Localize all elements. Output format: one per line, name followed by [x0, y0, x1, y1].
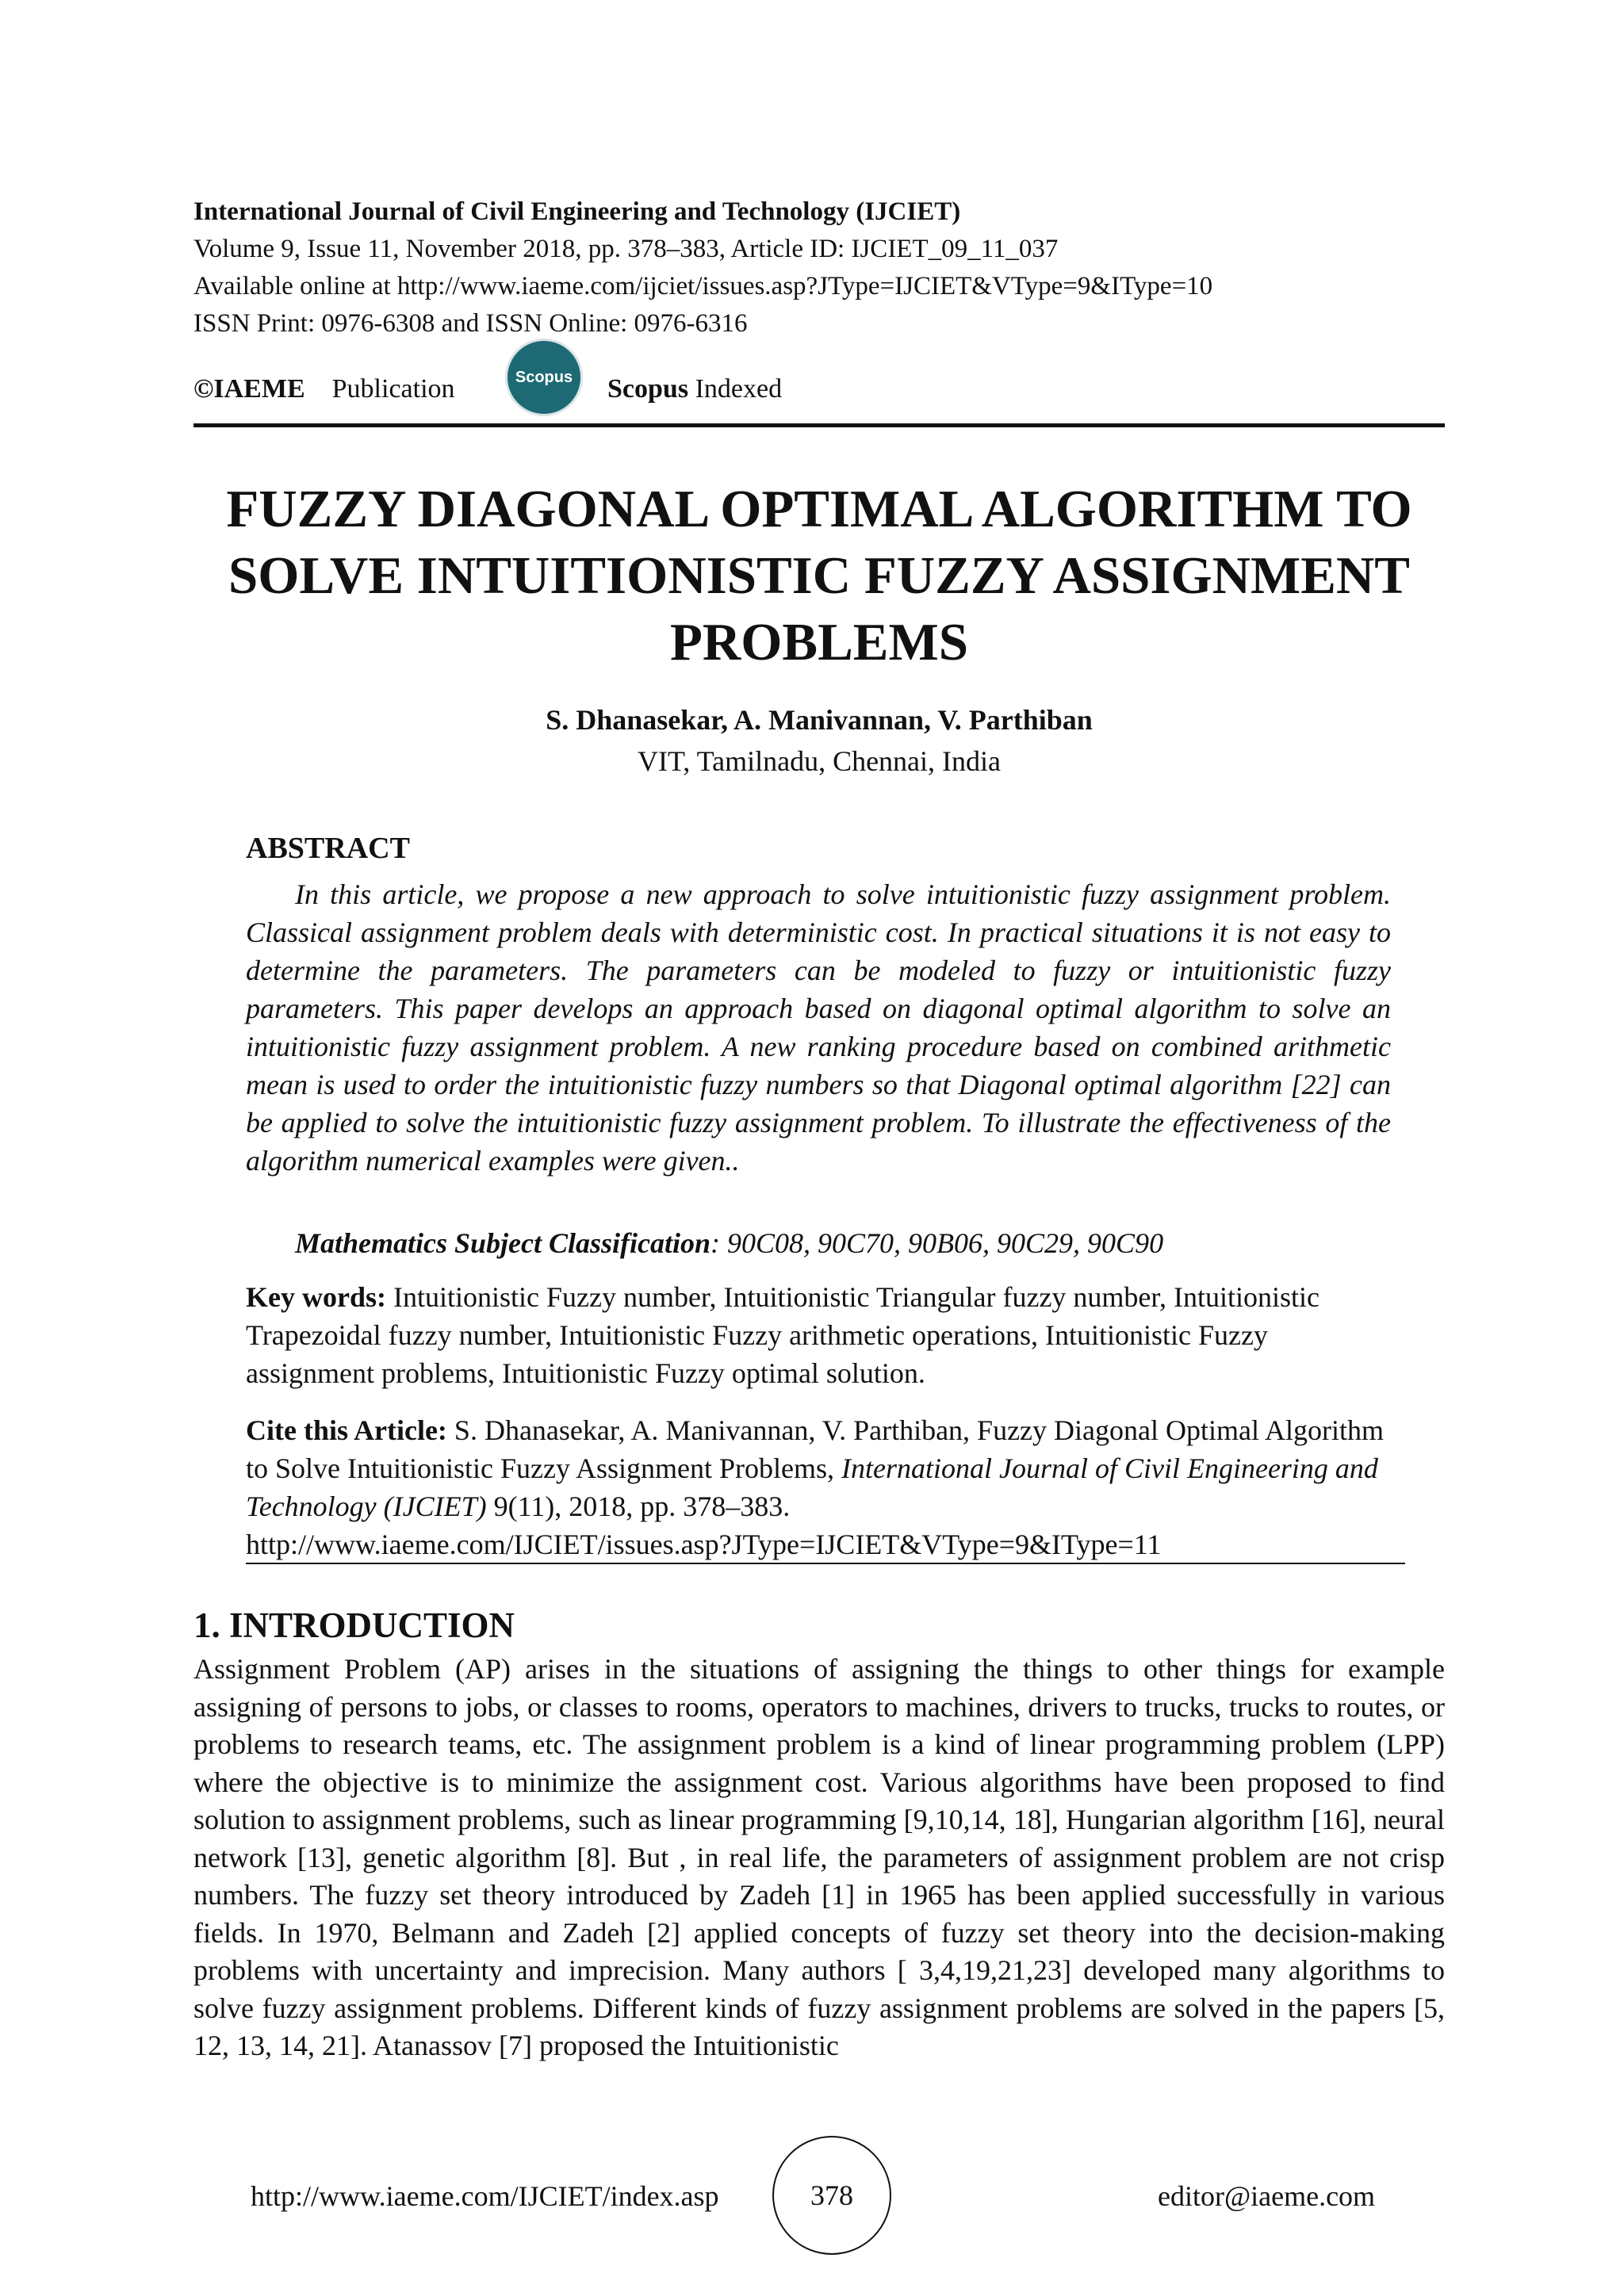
page-number: 378: [810, 2179, 853, 2211]
cite-url[interactable]: http://www.iaeme.com/IJCIET/issues.asp?JType=IJCIET&VType=9&IType=11: [246, 1529, 1162, 1560]
affiliation: VIT, Tamilnadu, Chennai, India: [637, 745, 1002, 777]
page-number-circle: [772, 2136, 891, 2255]
footer-url[interactable]: http://www.iaeme.com/IJCIET/index.asp: [251, 2180, 719, 2212]
footer-email[interactable]: editor@iaeme.com: [1158, 2180, 1376, 2212]
cite-journal: International Journal of Civil Engineering and Technology (IJCIET): [246, 1452, 1378, 1522]
indexed-label: Indexed: [695, 374, 783, 404]
msc-line: [295, 1223, 1163, 1264]
keywords-label: Key words:: [246, 1281, 386, 1313]
volume-info: Volume 9, Issue 11, November 2018, pp. 378–383, Article ID: IJCIET_09_11_037: [193, 235, 1059, 263]
journal-header: [193, 193, 1212, 342]
keywords-text: Intuitionistic Fuzzy number, Intuitionistic Triangular fuzzy number, Intuitionistic Trapezoidal fuzzy number, Intuitionistic Fuzzy arithmetic operations, Intuitionistic Fuzzy assignment problems, Intuitionistic Fuzzy optimal solution.: [246, 1281, 1320, 1389]
abstract-body: In this article, we propose a new approach to solve intuitionistic fuzzy assignment problem. Classical assignment problem deals with deterministic cost. In practical situations it is not easy to determine the parameters. The parameters can be modeled to fuzzy or intuitionistic fuzzy parameters. This paper develops an approach based on diagonal optimal algorithm to solve an intuitionistic fuzzy assignment problem. A new ranking procedure based on combined arithmetic mean is used to order the intuitionistic fuzzy numbers so that Diagonal optimal algorithm [22] can be applied to solve the intuitionistic fuzzy assignment problem. To illustrate the effectiveness of the algorithm numerical examples were given..: [246, 878, 1391, 1177]
intro-body: Assignment Problem (AP) arises in the situations of assigning the things to other things for example assigning of persons to jobs, or classes to rooms, operators to machines, drivers to trucks, trucks to routes, or problems to research teams, etc. The assignment problem is a kind of linear programming problem (LPP) where the objective is to minimize the assignment cost. Various algorithms have been proposed to find solution to assignment problems, such as linear programming [9,10,14, 18], Hungarian algorithm [16], neural network [13], genetic algorithm [8]. But , in real life, the parameters of assignment problem are not crisp numbers. The fuzzy set theory introduced by Zadeh [1] in 1965 has been applied successfully in various fields. In 1970, Belmann and Zadeh [2] applied concepts of fuzzy set theory into the decision-making problems with uncertainty and imprecision. Many authors [ 3,4,19,21,23] developed many algorithms to solve fuzzy assignment problems. Different kinds of fuzzy assignment problems are solved in the papers [5, 12, 13, 14, 21]. Atanassov [7] proposed the Intuitionistic: [193, 1653, 1445, 2061]
title-line: PROBLEMS: [670, 613, 968, 672]
publisher-name: ©IAEME: [193, 374, 305, 404]
scopus-label: Scopus: [607, 374, 689, 404]
scopus-logo-text: Scopus: [515, 368, 573, 386]
cite-text: S. Dhanasekar, A. Manivannan, V. Parthiban, Fuzzy Diagonal Optimal Algorithm to Solve Intuitionistic Fuzzy Assignment Problems,: [246, 1414, 1384, 1484]
cite-article: [246, 1411, 1391, 1563]
msc-label: Mathematics Subject Classification: [295, 1227, 711, 1259]
journal-name: International Journal of Civil Engineering and Technology (IJCIET): [193, 197, 961, 226]
abstract-heading: ABSTRACT: [246, 832, 410, 865]
available-online: Available online at http://www.iaeme.com/ijciet/issues.asp?JType=IJCIET&VType=9&IType=10: [193, 272, 1213, 300]
authors: S. Dhanasekar, A. Manivannan, V. Parthiban: [546, 704, 1093, 736]
issn-info: ISSN Print: 0976-6308 and ISSN Online: 0976-6316: [193, 309, 748, 338]
scopus-indexed: [607, 369, 782, 409]
publication-label: Publication: [331, 374, 455, 404]
header-divider: [193, 423, 1445, 427]
cite-details: 9(11), 2018, pp. 378–383.: [486, 1490, 791, 1522]
intro-heading: 1. INTRODUCTION: [193, 1605, 515, 1645]
title-line: FUZZY DIAGONAL OPTIMAL ALGORITHM TO: [226, 480, 1412, 538]
title-line: SOLVE INTUITIONISTIC FUZZY ASSIGNMENT: [228, 546, 1410, 605]
msc-value: : 90C08, 90C70, 90B06, 90C29, 90C90: [710, 1227, 1164, 1259]
keywords: [246, 1278, 1391, 1392]
publisher-line: [193, 369, 455, 409]
paper-title: [193, 476, 1445, 675]
scopus-logo-icon: [508, 341, 580, 414]
cite-divider: [246, 1563, 1405, 1564]
cite-label: Cite this Article:: [246, 1414, 447, 1446]
